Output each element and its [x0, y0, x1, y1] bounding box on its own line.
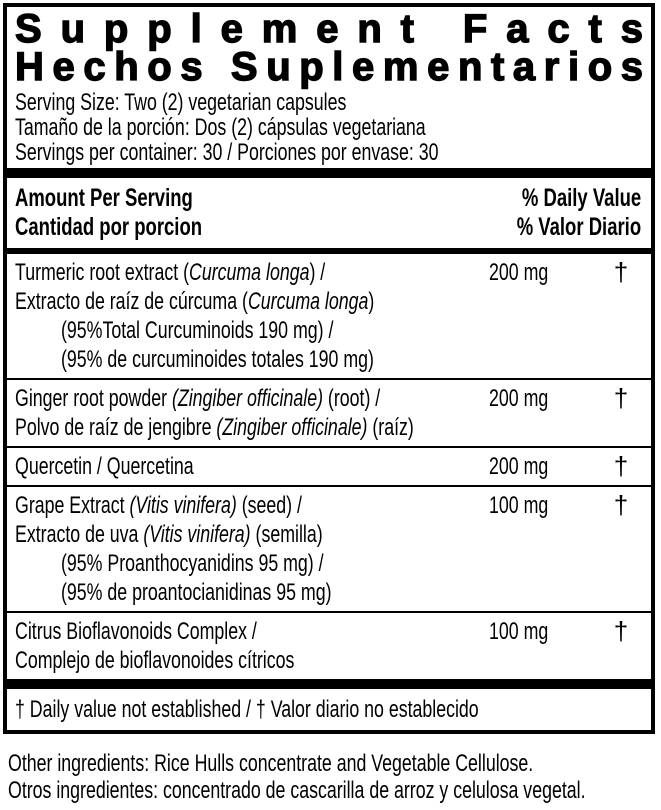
- amount-cell: [489, 452, 597, 481]
- daily-value-cell: [597, 258, 645, 287]
- table-row: [7, 485, 651, 611]
- table-row: [7, 254, 651, 378]
- panel-title-es: H e c h o s S u p l e m e n t a r i o s: [15, 45, 643, 89]
- thick-divider-bottom: [7, 679, 651, 689]
- daily-value-label: % Daily Value: [521, 184, 641, 212]
- ingredient-name: Citrus Bioflavonoids Complex / Complejo de bioflavonoides cítricos: [15, 618, 295, 674]
- table-row: [7, 378, 651, 446]
- cantidad-por-porcion-label: Cantidad por porcion: [15, 213, 203, 241]
- amount-value: 200 mg: [489, 385, 549, 412]
- table-header: [7, 178, 651, 248]
- ingredient-name: Grape Extract (Vitis vinifera) (seed) / Extracto de uva (Vitis vinifera) (semilla) (95% Proanthocyanidins 95 mg) / (95% de proantocianidinas 95 mg): [15, 492, 332, 606]
- panel-title-block: [7, 7, 651, 88]
- daily-value-footnote: † Daily value not established / † Valor diario no establecido: [15, 696, 479, 723]
- amount-value: 100 mg: [489, 618, 549, 645]
- other-ingredients-es: Otros ingredientes: concentrado de cascarilla de arroz y celulosa vegetal.: [8, 777, 586, 804]
- daily-value-cell: [597, 491, 645, 520]
- table-header-left: [15, 184, 268, 242]
- footnote-row: [7, 689, 651, 730]
- daily-value-dagger: †: [613, 490, 629, 520]
- servings-per-container: Servings per container: 30 / Porciones por envase: 30: [15, 139, 439, 166]
- amount-per-serving-label: Amount Per Serving: [15, 184, 193, 212]
- amount-cell: [489, 491, 597, 520]
- daily-value-cell: [597, 617, 645, 646]
- amount-cell: [489, 617, 597, 646]
- ingredient-rows: [7, 254, 651, 679]
- table-row: [7, 611, 651, 679]
- daily-value-dagger: †: [613, 451, 629, 481]
- serving-size-es: Tamaño de la porción: Dos (2) cápsulas vegetariana: [15, 114, 426, 141]
- valor-diario-label: % Valor Diario: [516, 213, 641, 241]
- ingredient-name: Ginger root powder (Zingiber officinale) (root) / Polvo de raíz de jengibre (Zingiber officinale) (raíz): [15, 385, 414, 441]
- other-ingredients: [8, 750, 661, 804]
- table-row: [7, 446, 651, 485]
- amount-value: 100 mg: [489, 492, 549, 519]
- amount-cell: [489, 384, 597, 413]
- ingredient-name: Turmeric root extract (Curcuma longa) / Extracto de raíz de cúrcuma (Curcuma longa) (95%Total Curcuminoids 190 mg) / (95% de curcuminoides totales 190 mg): [15, 259, 375, 373]
- serving-info: [7, 88, 651, 168]
- daily-value-dagger: †: [613, 383, 629, 413]
- table-header-right: [473, 184, 641, 242]
- amount-value: 200 mg: [489, 259, 549, 286]
- amount-value: 200 mg: [489, 453, 549, 480]
- ingredient-name: Quercetin / Quercetina: [15, 453, 194, 480]
- facts-panel: [3, 3, 655, 734]
- serving-size-en: Serving Size: Two (2) vegetarian capsules: [15, 89, 347, 116]
- panel-title-en: S u p p l e m e n t F a c t s: [15, 7, 643, 51]
- other-ingredients-en: Other ingredients: Rice Hulls concentrate and Vegetable Cellulose.: [8, 750, 534, 777]
- daily-value-dagger: †: [613, 616, 629, 646]
- amount-cell: [489, 258, 597, 287]
- daily-value-cell: [597, 384, 645, 413]
- daily-value-dagger: †: [613, 257, 629, 287]
- daily-value-cell: [597, 452, 645, 481]
- thick-divider-top: [7, 168, 651, 178]
